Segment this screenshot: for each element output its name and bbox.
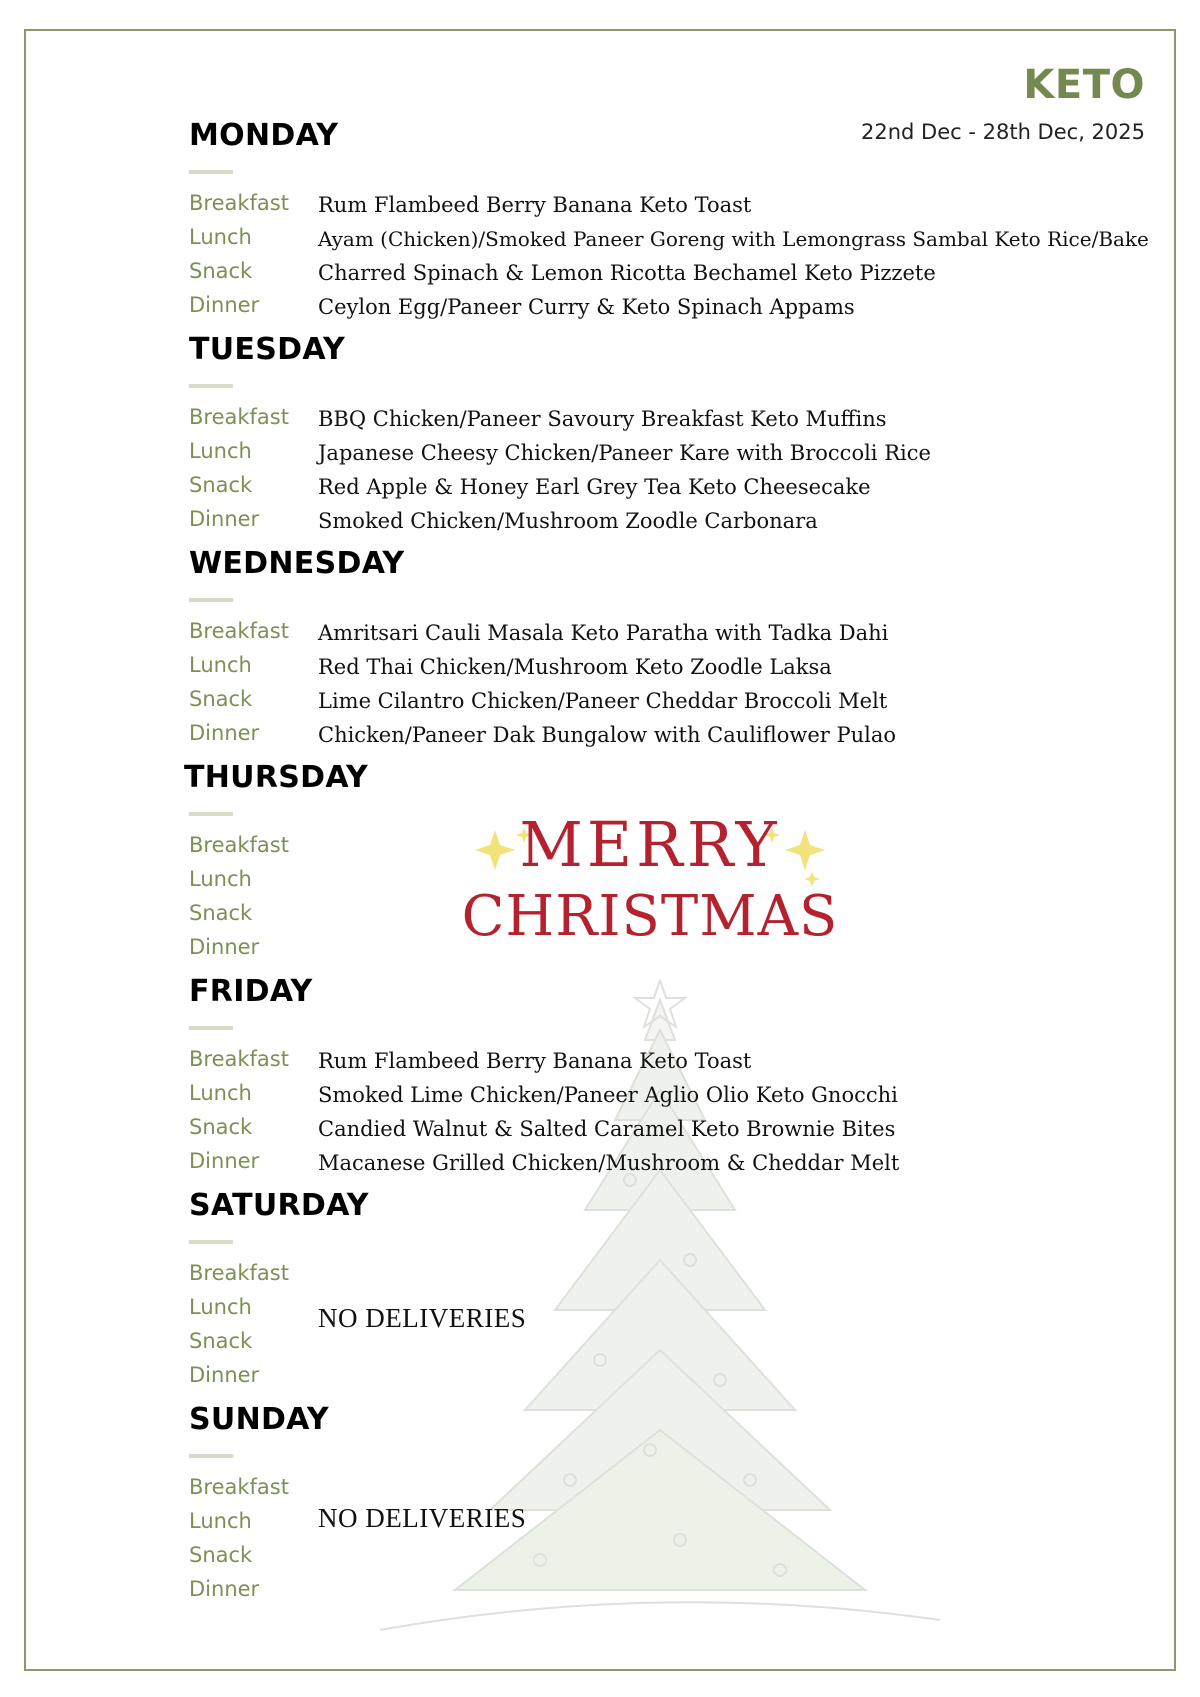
merry-text: MERRY: [519, 808, 781, 881]
day-divider: [189, 170, 233, 174]
meal-label: Lunch: [189, 653, 252, 677]
meal-dish: Rum Flambeed Berry Banana Keto Toast: [318, 193, 752, 217]
meal-label: Dinner: [189, 1577, 260, 1601]
meal-row: [189, 223, 1149, 257]
meal-row: [189, 719, 1139, 753]
meal-dish: Ayam (Chicken)/Smoked Paneer Goreng with Lemongrass Sambal Keto Rice/Bake: [318, 227, 1149, 251]
meal-row: [189, 1113, 1139, 1147]
meal-label: Dinner: [189, 721, 260, 745]
meal-row: [189, 1541, 1139, 1575]
meal-label: Lunch: [189, 439, 252, 463]
meal-row: [189, 899, 1134, 933]
meal-row: [189, 1079, 1139, 1113]
meal-row: [189, 617, 1139, 651]
meal-row: [189, 257, 1139, 291]
meal-label: Dinner: [189, 1149, 260, 1173]
day-divider: [189, 598, 233, 602]
meal-row: [189, 403, 1139, 437]
day-title: THURSDAY: [184, 760, 369, 795]
day-divider: [189, 1026, 233, 1030]
date-range: 22nd Dec - 28th Dec, 2025: [861, 120, 1145, 144]
meal-label: Lunch: [189, 1081, 252, 1105]
meal-row: [189, 1575, 1139, 1609]
day-title: SUNDAY: [189, 1402, 329, 1437]
meal-row: [189, 933, 1134, 967]
day-title: SATURDAY: [189, 1188, 369, 1223]
meal-row: [189, 291, 1139, 325]
meal-dish: Ceylon Egg/Paneer Curry & Keto Spinach Appams: [318, 295, 855, 319]
day-divider: [189, 1454, 233, 1458]
meal-row: [189, 1147, 1139, 1181]
meal-label: Snack: [189, 687, 253, 711]
meal-dish: Amritsari Cauli Masala Keto Paratha with Tadka Dahi: [318, 621, 889, 645]
meal-label: Dinner: [189, 935, 260, 959]
meal-row: [189, 189, 1139, 223]
day-divider: [189, 1240, 233, 1244]
christmas-text: CHRISTMAS: [461, 884, 839, 949]
day-divider: [189, 384, 233, 388]
meal-label: Breakfast: [189, 619, 289, 643]
meal-label: Breakfast: [189, 833, 289, 857]
plan-title: KETO: [1023, 62, 1145, 108]
meal-label: Dinner: [189, 293, 260, 317]
meal-label: Dinner: [189, 507, 260, 531]
meal-dish: Smoked Lime Chicken/Paneer Aglio Olio Keto Gnocchi: [318, 1083, 898, 1107]
no-deliveries-notice: NO DELIVERIES: [318, 1303, 527, 1333]
day-section-friday: [189, 974, 1139, 1181]
meal-label: Breakfast: [189, 1047, 289, 1071]
meal-dish: Rum Flambeed Berry Banana Keto Toast: [318, 1049, 752, 1073]
meal-label: Breakfast: [189, 405, 289, 429]
meal-dish: Candied Walnut & Salted Caramel Keto Brownie Bites: [318, 1117, 896, 1141]
meal-label: Breakfast: [189, 191, 289, 215]
meal-row: [189, 1259, 1139, 1293]
meal-dish: BBQ Chicken/Paneer Savoury Breakfast Keto Muffins: [318, 407, 887, 431]
meal-label: Lunch: [189, 867, 252, 891]
meal-row: [189, 831, 1134, 865]
day-section-monday: [189, 118, 1149, 325]
meal-row: [189, 865, 1134, 899]
meal-label: Breakfast: [189, 1475, 289, 1499]
meal-dish: Red Apple & Honey Earl Grey Tea Keto Cheesecake: [318, 475, 871, 499]
day-title: TUESDAY: [189, 332, 345, 367]
meal-label: Breakfast: [189, 1261, 289, 1285]
meal-label: Snack: [189, 1543, 253, 1567]
day-divider: [189, 812, 233, 816]
meal-label: Lunch: [189, 225, 252, 249]
meal-dish: Japanese Cheesy Chicken/Paneer Kare with Broccoli Rice: [318, 441, 931, 465]
day-title: FRIDAY: [189, 974, 313, 1009]
meal-label: Snack: [189, 901, 253, 925]
no-deliveries-notice: NO DELIVERIES: [318, 1503, 527, 1533]
day-title: MONDAY: [189, 118, 339, 153]
day-section-tuesday: [189, 332, 1139, 539]
meal-label: Lunch: [189, 1509, 252, 1533]
meal-label: Snack: [189, 1329, 253, 1353]
meal-row: [189, 651, 1139, 685]
meal-row: [189, 685, 1139, 719]
meal-dish: Red Thai Chicken/Mushroom Keto Zoodle Laksa: [318, 655, 832, 679]
day-section-sunday: [189, 1402, 1139, 1609]
meal-row: [189, 1045, 1139, 1079]
meal-row: [189, 1473, 1139, 1507]
meal-label: Snack: [189, 473, 253, 497]
meal-dish: Smoked Chicken/Mushroom Zoodle Carbonara: [318, 509, 818, 533]
meal-dish: Macanese Grilled Chicken/Mushroom & Cheddar Melt: [318, 1151, 900, 1175]
day-section-wednesday: [189, 546, 1139, 753]
meal-dish: Chicken/Paneer Dak Bungalow with Cauliflower Pulao: [318, 723, 897, 747]
meal-row: [189, 505, 1139, 539]
day-section-thursday: [184, 760, 1134, 967]
day-section-saturday: [189, 1188, 1139, 1395]
meal-label: Snack: [189, 1115, 253, 1139]
meal-label: Snack: [189, 259, 253, 283]
day-title: WEDNESDAY: [189, 546, 405, 581]
meal-label: Dinner: [189, 1363, 260, 1387]
meal-label: Lunch: [189, 1295, 252, 1319]
meal-dish: Lime Cilantro Chicken/Paneer Cheddar Broccoli Melt: [318, 689, 888, 713]
meal-row: [189, 471, 1139, 505]
meal-row: [189, 1361, 1139, 1395]
meal-dish: Charred Spinach & Lemon Ricotta Bechamel Keto Pizzete: [318, 261, 936, 285]
meal-row: [189, 437, 1139, 471]
